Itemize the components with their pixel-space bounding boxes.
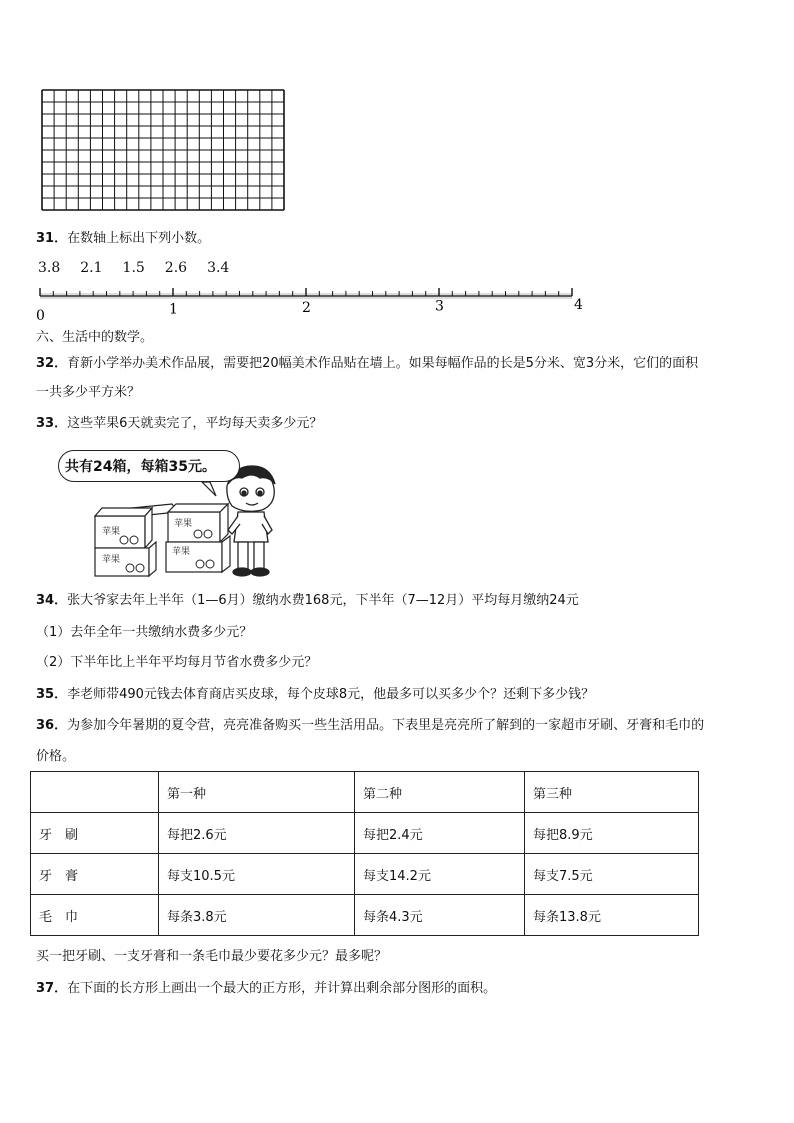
table-cell: 每条13.8元 [525,895,699,936]
table-cell: 每把8.9元 [525,813,699,854]
decimal-item: 2.6 [164,260,188,276]
question-number: 35． [36,687,68,702]
question-text: 张大爷家去年上半年（1—6月）缴纳水费168元，下半年（7—12月）平均每月缴纳24元 [67,593,579,608]
decimal-list [38,260,249,276]
table-row [31,895,699,936]
question-number: 33． [36,416,68,431]
boy-figure [227,466,275,576]
decimal-item: 3.4 [207,260,230,276]
question-number: 37． [36,981,68,996]
question-37 [36,980,496,998]
table-cell: 每支7.5元 [525,854,699,895]
table-cell: 每把2.6元 [159,813,355,854]
question-36-line2: 价格。 [36,749,76,764]
number-line-label: 3 [435,298,444,315]
question-32 [36,355,698,373]
table-cell: 每条4.3元 [355,895,525,936]
box-label: 苹果 [172,547,191,557]
decimal-item: 1.5 [122,260,145,276]
row-label: 牙 刷 [31,813,159,854]
decimal-item: 2.1 [80,260,103,276]
number-line-label: 2 [302,300,311,316]
table-header: 第一种 [159,772,355,813]
table-row [31,854,699,895]
number-line-label: 1 [169,301,178,318]
table-header: 第三种 [525,772,699,813]
question-33 [36,415,322,433]
question-32-line2: 一共多少平方米？ [36,385,141,400]
row-label: 牙 膏 [31,854,159,895]
table-row [31,813,699,854]
row-label: 毛 巾 [31,895,159,936]
question-text: 在下面的长方形上画出一个最大的正方形，并计算出剩余部分图形的面积。 [67,981,497,996]
box-label: 苹果 [102,555,121,565]
question-text: 为参加今年暑期的夏令营，亮亮准备购买一些生活用品。下表里是亮亮所了解到的一家超市牙刷、牙膏和毛巾的 [67,718,705,733]
number-line-label: 0 [36,308,45,324]
price-table [30,771,699,936]
table-cell: 每把2.4元 [355,813,525,854]
question-36-followup: 买一把牙刷、一支牙膏和一条毛巾最少要花多少元？最多呢？ [36,949,388,964]
table-header: 第二种 [355,772,525,813]
question-text: 育新小学举办美术作品展，需要把20幅美术作品贴在墙上。如果每幅作品的长是5分米、宽3分米，它们的面积 [67,356,699,371]
table-cell: 每支14.2元 [355,854,525,895]
question-text: 李老师带490元钱去体育商店买皮球，每个皮球8元，他最多可以买多少个？还剩下多少钱？ [67,687,595,702]
question-number: 34． [36,593,68,608]
square-grid [40,88,286,212]
sub-question-1: （1）去年全年一共缴纳水费多少元？ [36,625,253,640]
table-cell [31,772,159,813]
speech-bubble: 共有24箱，每箱35元。 [58,450,240,482]
table-cell: 每支10.5元 [159,854,355,895]
question-text: 这些苹果6天就卖完了，平均每天卖多少元？ [67,416,323,431]
decimal-item: 3.8 [38,260,61,276]
table-header-row [31,772,699,813]
question-text: 在数轴上标出下列小数。 [67,231,211,246]
question-31 [36,230,210,248]
question-number: 36． [36,718,68,733]
question-number: 31． [36,231,68,246]
sub-question-2: （2）下半年比上半年平均每月节省水费多少元？ [36,655,318,670]
box-label: 苹果 [102,527,121,537]
question-number: 32． [36,356,68,371]
section-heading: 六、生活中的数学。 [36,330,154,345]
question-36 [36,717,704,735]
table-cell: 每条3.8元 [159,895,355,936]
box-label: 苹果 [174,519,193,529]
number-line-label: 4 [574,297,583,313]
question-34 [36,592,579,610]
question-35 [36,686,594,704]
number-line[interactable] [34,282,584,324]
